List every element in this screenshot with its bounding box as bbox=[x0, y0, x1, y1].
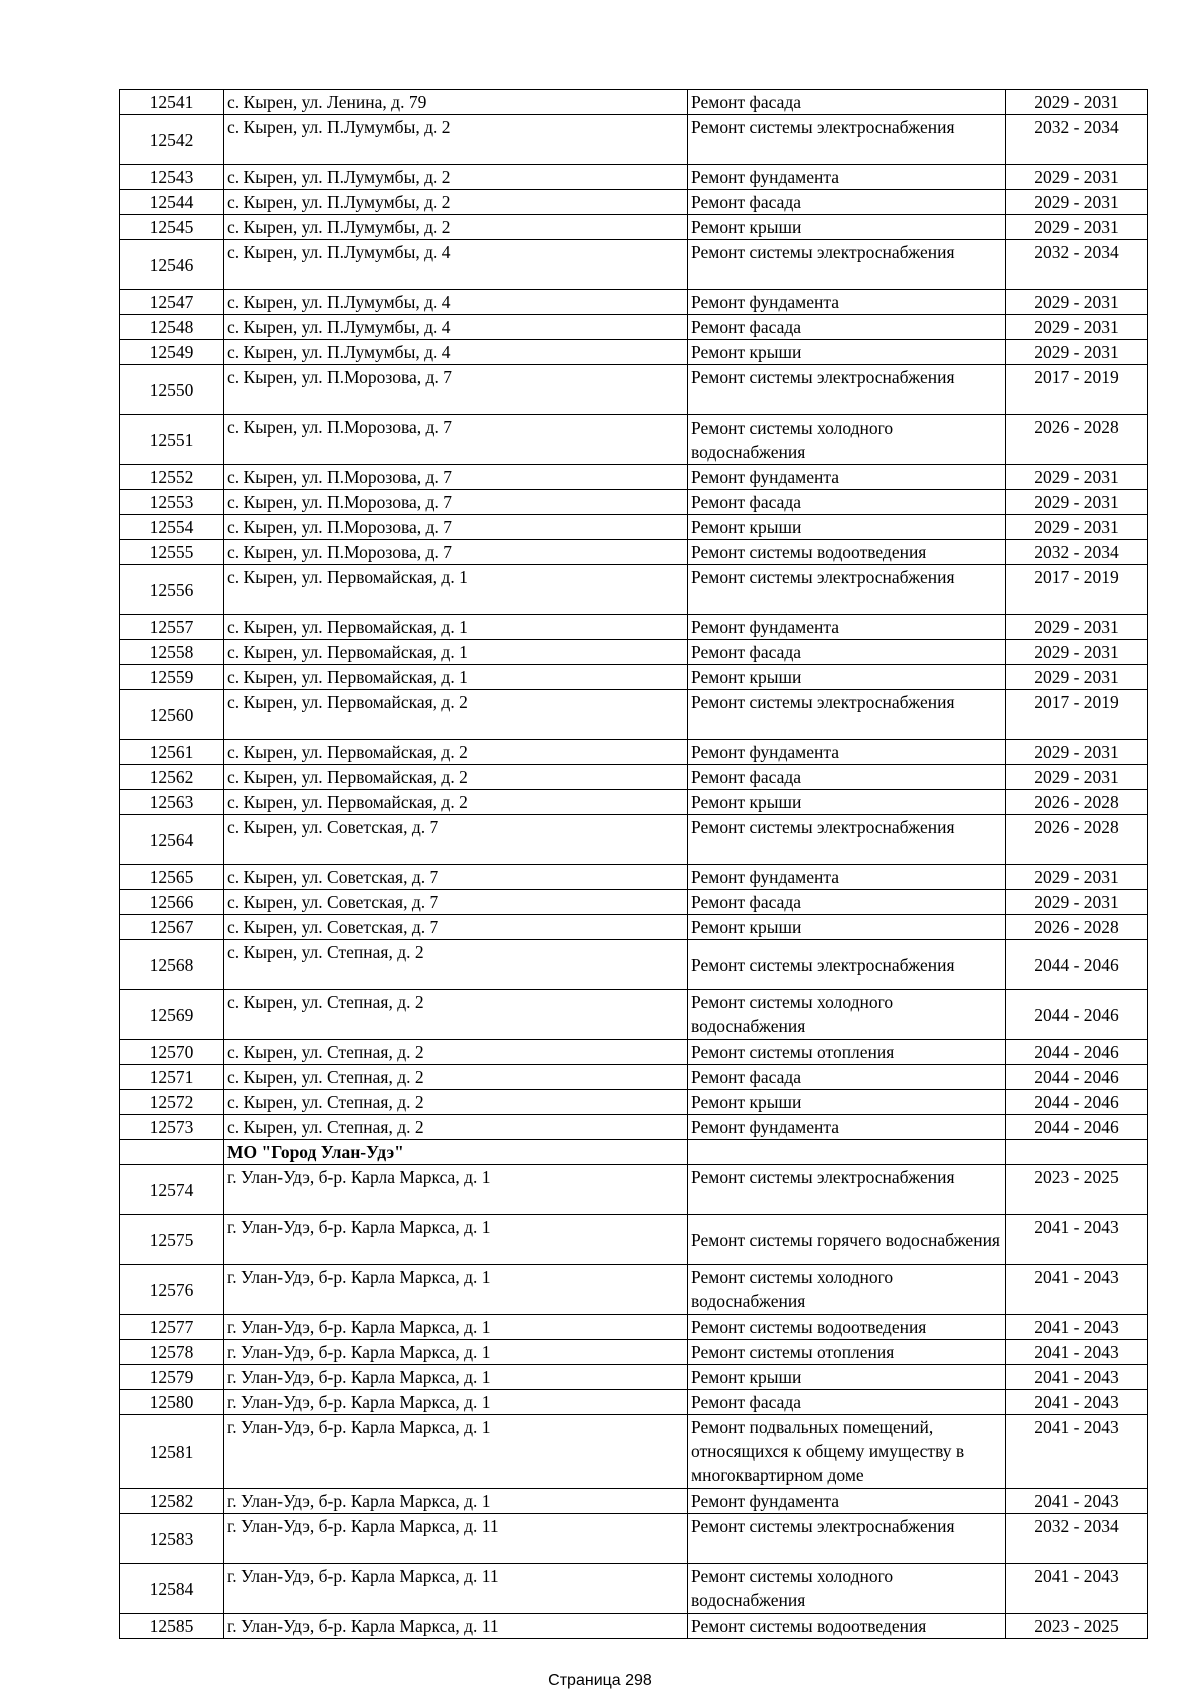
row-number: 12568 bbox=[120, 940, 224, 990]
section-header-row bbox=[120, 1140, 1148, 1165]
table-row bbox=[120, 515, 1148, 540]
row-address: с. Кырен, ул. Советская, д. 7 bbox=[224, 865, 688, 890]
row-work-type: Ремонт крыши bbox=[688, 515, 1006, 540]
row-address: с. Кырен, ул. П.Лумумбы, д. 2 bbox=[224, 165, 688, 190]
row-number: 12572 bbox=[120, 1090, 224, 1115]
table-row bbox=[120, 740, 1148, 765]
row-address: с. Кырен, ул. П.Морозова, д. 7 bbox=[224, 515, 688, 540]
row-address: с. Кырен, ул. Степная, д. 2 bbox=[224, 1065, 688, 1090]
row-address: с. Кырен, ул. Советская, д. 7 bbox=[224, 890, 688, 915]
table-row bbox=[120, 490, 1148, 515]
row-number: 12551 bbox=[120, 415, 224, 465]
table-row bbox=[120, 1115, 1148, 1140]
row-number: 12583 bbox=[120, 1514, 224, 1564]
row-address: г. Улан-Удэ, б-р. Карла Маркса, д. 11 bbox=[224, 1564, 688, 1614]
row-number: 12576 bbox=[120, 1265, 224, 1315]
row-address: с. Кырен, ул. П.Лумумбы, д. 4 bbox=[224, 240, 688, 290]
row-work-type: Ремонт системы отопления bbox=[688, 1340, 1006, 1365]
row-address: с. Кырен, ул. Первомайская, д. 1 bbox=[224, 665, 688, 690]
row-address: с. Кырен, ул. Первомайская, д. 2 bbox=[224, 690, 688, 740]
row-work-type: Ремонт фасада bbox=[688, 90, 1006, 115]
row-period: 2041 - 2043 bbox=[1006, 1265, 1148, 1315]
table-row bbox=[120, 115, 1148, 165]
table-row bbox=[120, 1489, 1148, 1514]
row-work-type: Ремонт системы водоотведения bbox=[688, 1614, 1006, 1639]
row-address: г. Улан-Удэ, б-р. Карла Маркса, д. 11 bbox=[224, 1514, 688, 1564]
row-work-type: Ремонт системы электроснабжения bbox=[688, 1165, 1006, 1215]
row-address: с. Кырен, ул. Степная, д. 2 bbox=[224, 1115, 688, 1140]
row-period: 2029 - 2031 bbox=[1006, 315, 1148, 340]
row-period: 2044 - 2046 bbox=[1006, 1040, 1148, 1065]
row-period: 2041 - 2043 bbox=[1006, 1315, 1148, 1340]
row-number: 12548 bbox=[120, 315, 224, 340]
row-address: с. Кырен, ул. П.Лумумбы, д. 4 bbox=[224, 290, 688, 315]
row-period: 2041 - 2043 bbox=[1006, 1489, 1148, 1514]
table-row bbox=[120, 415, 1148, 465]
row-period: 2029 - 2031 bbox=[1006, 640, 1148, 665]
table-row bbox=[120, 315, 1148, 340]
row-period: 2029 - 2031 bbox=[1006, 890, 1148, 915]
table-row bbox=[120, 765, 1148, 790]
row-number: 12555 bbox=[120, 540, 224, 565]
row-address: с. Кырен, ул. Первомайская, д. 1 bbox=[224, 640, 688, 665]
table-row bbox=[120, 1614, 1148, 1639]
row-number: 12559 bbox=[120, 665, 224, 690]
row-work-type: Ремонт крыши bbox=[688, 790, 1006, 815]
table-row bbox=[120, 815, 1148, 865]
row-address: с. Кырен, ул. Первомайская, д. 2 bbox=[224, 790, 688, 815]
row-work-type: Ремонт фундамента bbox=[688, 865, 1006, 890]
row-number: 12545 bbox=[120, 215, 224, 240]
row-work-type: Ремонт крыши bbox=[688, 340, 1006, 365]
row-number: 12546 bbox=[120, 240, 224, 290]
row-address: с. Кырен, ул. Первомайская, д. 2 bbox=[224, 740, 688, 765]
row-work-type: Ремонт системы холодного водоснабжения bbox=[688, 1564, 1006, 1614]
row-period: 2023 - 2025 bbox=[1006, 1165, 1148, 1215]
row-number: 12578 bbox=[120, 1340, 224, 1365]
row-number: 12553 bbox=[120, 490, 224, 515]
row-number: 12558 bbox=[120, 640, 224, 665]
table-row bbox=[120, 1390, 1148, 1415]
row-work-type: Ремонт системы электроснабжения bbox=[688, 815, 1006, 865]
row-address: г. Улан-Удэ, б-р. Карла Маркса, д. 1 bbox=[224, 1165, 688, 1215]
row-number: 12560 bbox=[120, 690, 224, 740]
row-number: 12552 bbox=[120, 465, 224, 490]
row-period: 2029 - 2031 bbox=[1006, 215, 1148, 240]
row-work-type: Ремонт системы электроснабжения bbox=[688, 115, 1006, 165]
table-row bbox=[120, 1415, 1148, 1489]
row-number: 12556 bbox=[120, 565, 224, 615]
row-period: 2044 - 2046 bbox=[1006, 1090, 1148, 1115]
row-period: 2017 - 2019 bbox=[1006, 365, 1148, 415]
row-work-type: Ремонт фасада bbox=[688, 765, 1006, 790]
row-number: 12547 bbox=[120, 290, 224, 315]
table-row bbox=[120, 1564, 1148, 1614]
row-address: г. Улан-Удэ, б-р. Карла Маркса, д. 1 bbox=[224, 1315, 688, 1340]
row-address: с. Кырен, ул. Первомайская, д. 1 bbox=[224, 615, 688, 640]
row-period: 2029 - 2031 bbox=[1006, 290, 1148, 315]
row-work-type: Ремонт фундамента bbox=[688, 465, 1006, 490]
table-row bbox=[120, 1365, 1148, 1390]
row-address: г. Улан-Удэ, б-р. Карла Маркса, д. 1 bbox=[224, 1340, 688, 1365]
row-address: с. Кырен, ул. Степная, д. 2 bbox=[224, 1040, 688, 1065]
row-work-type: Ремонт системы горячего водоснабжения bbox=[688, 1215, 1006, 1265]
row-address: г. Улан-Удэ, б-р. Карла Маркса, д. 11 bbox=[224, 1614, 688, 1639]
row-number: 12575 bbox=[120, 1215, 224, 1265]
table-row bbox=[120, 540, 1148, 565]
row-work-type: Ремонт фундамента bbox=[688, 740, 1006, 765]
row-number: 12549 bbox=[120, 340, 224, 365]
table-row bbox=[120, 290, 1148, 315]
row-number: 12574 bbox=[120, 1165, 224, 1215]
row-number: 12571 bbox=[120, 1065, 224, 1090]
row-period: 2026 - 2028 bbox=[1006, 915, 1148, 940]
row-address: МО "Город Улан-Удэ" bbox=[224, 1140, 688, 1165]
row-period: 2029 - 2031 bbox=[1006, 765, 1148, 790]
table-row bbox=[120, 615, 1148, 640]
row-period: 2017 - 2019 bbox=[1006, 690, 1148, 740]
row-work-type: Ремонт крыши bbox=[688, 1090, 1006, 1115]
row-period: 2044 - 2046 bbox=[1006, 1115, 1148, 1140]
table-row bbox=[120, 365, 1148, 415]
row-number: 12566 bbox=[120, 890, 224, 915]
row-address: с. Кырен, ул. Ленина, д. 79 bbox=[224, 90, 688, 115]
row-work-type: Ремонт фундамента bbox=[688, 290, 1006, 315]
row-work-type: Ремонт крыши bbox=[688, 215, 1006, 240]
row-work-type: Ремонт фасада bbox=[688, 1065, 1006, 1090]
table-row bbox=[120, 690, 1148, 740]
table-row bbox=[120, 190, 1148, 215]
table-row bbox=[120, 1514, 1148, 1564]
row-period: 2029 - 2031 bbox=[1006, 90, 1148, 115]
row-address: с. Кырен, ул. П.Морозова, д. 7 bbox=[224, 540, 688, 565]
table-row bbox=[120, 990, 1148, 1040]
row-number: 12582 bbox=[120, 1489, 224, 1514]
table-row bbox=[120, 890, 1148, 915]
row-period: 2041 - 2043 bbox=[1006, 1390, 1148, 1415]
row-work-type: Ремонт системы водоотведения bbox=[688, 1315, 1006, 1340]
row-period: 2041 - 2043 bbox=[1006, 1415, 1148, 1489]
table-row bbox=[120, 165, 1148, 190]
row-work-type: Ремонт системы электроснабжения bbox=[688, 1514, 1006, 1564]
row-period: 2029 - 2031 bbox=[1006, 615, 1148, 640]
row-address: с. Кырен, ул. П.Морозова, д. 7 bbox=[224, 415, 688, 465]
row-number: 12581 bbox=[120, 1415, 224, 1489]
row-address: г. Улан-Удэ, б-р. Карла Маркса, д. 1 bbox=[224, 1415, 688, 1489]
row-number: 12584 bbox=[120, 1564, 224, 1614]
row-number: 12579 bbox=[120, 1365, 224, 1390]
row-period: 2029 - 2031 bbox=[1006, 465, 1148, 490]
table-body bbox=[120, 90, 1148, 1639]
row-number: 12565 bbox=[120, 865, 224, 890]
row-address: с. Кырен, ул. П.Морозова, д. 7 bbox=[224, 490, 688, 515]
row-number: 12569 bbox=[120, 990, 224, 1040]
table-row bbox=[120, 1065, 1148, 1090]
row-address: г. Улан-Удэ, б-р. Карла Маркса, д. 1 bbox=[224, 1215, 688, 1265]
table-row bbox=[120, 865, 1148, 890]
table-row bbox=[120, 790, 1148, 815]
row-period: 2029 - 2031 bbox=[1006, 515, 1148, 540]
row-address: с. Кырен, ул. Первомайская, д. 2 bbox=[224, 765, 688, 790]
table-row bbox=[120, 240, 1148, 290]
row-address: с. Кырен, ул. П.Морозова, д. 7 bbox=[224, 365, 688, 415]
page-number: Страница 298 bbox=[548, 1672, 652, 1689]
row-work-type: Ремонт системы холодного водоснабжения bbox=[688, 415, 1006, 465]
row-work-type: Ремонт фундамента bbox=[688, 1115, 1006, 1140]
table-row bbox=[120, 940, 1148, 990]
row-period: 2032 - 2034 bbox=[1006, 240, 1148, 290]
row-work-type: Ремонт крыши bbox=[688, 915, 1006, 940]
row-period: 2044 - 2046 bbox=[1006, 940, 1148, 990]
table-row bbox=[120, 90, 1148, 115]
row-work-type: Ремонт системы водоотведения bbox=[688, 540, 1006, 565]
row-work-type: Ремонт системы электроснабжения bbox=[688, 365, 1006, 415]
table-row bbox=[120, 915, 1148, 940]
row-address: г. Улан-Удэ, б-р. Карла Маркса, д. 1 bbox=[224, 1489, 688, 1514]
table-row bbox=[120, 665, 1148, 690]
row-work-type: Ремонт фундамента bbox=[688, 615, 1006, 640]
row-period bbox=[1006, 1140, 1148, 1165]
table-row bbox=[120, 215, 1148, 240]
row-address: с. Кырен, ул. П.Лумумбы, д. 2 bbox=[224, 190, 688, 215]
row-work-type: Ремонт крыши bbox=[688, 1365, 1006, 1390]
row-address: с. Кырен, ул. Первомайская, д. 1 bbox=[224, 565, 688, 615]
table-row bbox=[120, 1090, 1148, 1115]
row-period: 2032 - 2034 bbox=[1006, 115, 1148, 165]
table-row bbox=[120, 1165, 1148, 1215]
row-work-type: Ремонт системы электроснабжения bbox=[688, 240, 1006, 290]
row-number: 12554 bbox=[120, 515, 224, 540]
row-period: 2026 - 2028 bbox=[1006, 815, 1148, 865]
row-work-type: Ремонт фасада bbox=[688, 640, 1006, 665]
row-number: 12577 bbox=[120, 1315, 224, 1340]
row-work-type: Ремонт системы электроснабжения bbox=[688, 690, 1006, 740]
row-period: 2029 - 2031 bbox=[1006, 665, 1148, 690]
row-period: 2029 - 2031 bbox=[1006, 865, 1148, 890]
row-work-type: Ремонт системы холодного водоснабжения bbox=[688, 990, 1006, 1040]
row-period: 2029 - 2031 bbox=[1006, 340, 1148, 365]
row-number: 12544 bbox=[120, 190, 224, 215]
row-period: 2029 - 2031 bbox=[1006, 740, 1148, 765]
table-row bbox=[120, 640, 1148, 665]
table-row bbox=[120, 1215, 1148, 1265]
row-number: 12573 bbox=[120, 1115, 224, 1140]
row-number: 12541 bbox=[120, 90, 224, 115]
row-address: г. Улан-Удэ, б-р. Карла Маркса, д. 1 bbox=[224, 1265, 688, 1315]
row-period: 2032 - 2034 bbox=[1006, 1514, 1148, 1564]
row-work-type: Ремонт крыши bbox=[688, 665, 1006, 690]
row-period: 2026 - 2028 bbox=[1006, 790, 1148, 815]
row-work-type: Ремонт системы отопления bbox=[688, 1040, 1006, 1065]
row-address: с. Кырен, ул. Советская, д. 7 bbox=[224, 915, 688, 940]
table-row bbox=[120, 1340, 1148, 1365]
row-address: с. Кырен, ул. П.Лумумбы, д. 4 bbox=[224, 340, 688, 365]
row-period: 2017 - 2019 bbox=[1006, 565, 1148, 615]
row-work-type: Ремонт системы электроснабжения bbox=[688, 565, 1006, 615]
row-work-type bbox=[688, 1140, 1006, 1165]
row-period: 2044 - 2046 bbox=[1006, 990, 1148, 1040]
row-address: с. Кырен, ул. Степная, д. 2 bbox=[224, 940, 688, 990]
table-row bbox=[120, 565, 1148, 615]
row-address: с. Кырен, ул. П.Лумумбы, д. 2 bbox=[224, 215, 688, 240]
row-period: 2041 - 2043 bbox=[1006, 1564, 1148, 1614]
row-work-type: Ремонт фундамента bbox=[688, 1489, 1006, 1514]
row-period: 2029 - 2031 bbox=[1006, 165, 1148, 190]
row-number: 12585 bbox=[120, 1614, 224, 1639]
row-number: 12563 bbox=[120, 790, 224, 815]
row-number: 12567 bbox=[120, 915, 224, 940]
row-work-type: Ремонт фундамента bbox=[688, 165, 1006, 190]
row-period: 2026 - 2028 bbox=[1006, 415, 1148, 465]
row-number: 12570 bbox=[120, 1040, 224, 1065]
row-address: с. Кырен, ул. Степная, д. 2 bbox=[224, 1090, 688, 1115]
row-work-type: Ремонт системы холодного водоснабжения bbox=[688, 1265, 1006, 1315]
row-address: с. Кырен, ул. П.Лумумбы, д. 2 bbox=[224, 115, 688, 165]
row-period: 2041 - 2043 bbox=[1006, 1365, 1148, 1390]
row-number: 12564 bbox=[120, 815, 224, 865]
table-row bbox=[120, 1315, 1148, 1340]
row-work-type: Ремонт фасада bbox=[688, 890, 1006, 915]
row-work-type: Ремонт подвальных помещений, относящихся к общему имуществу в многоквартирном доме bbox=[688, 1415, 1006, 1489]
row-address: с. Кырен, ул. П.Лумумбы, д. 4 bbox=[224, 315, 688, 340]
row-period: 2032 - 2034 bbox=[1006, 540, 1148, 565]
row-address: с. Кырен, ул. Степная, д. 2 bbox=[224, 990, 688, 1040]
row-period: 2041 - 2043 bbox=[1006, 1215, 1148, 1265]
row-period: 2029 - 2031 bbox=[1006, 190, 1148, 215]
row-work-type: Ремонт фасада bbox=[688, 315, 1006, 340]
table-row bbox=[120, 465, 1148, 490]
table-row bbox=[120, 340, 1148, 365]
row-address: с. Кырен, ул. П.Морозова, д. 7 bbox=[224, 465, 688, 490]
table-row bbox=[120, 1265, 1148, 1315]
row-work-type: Ремонт системы электроснабжения bbox=[688, 940, 1006, 990]
row-period: 2029 - 2031 bbox=[1006, 490, 1148, 515]
row-work-type: Ремонт фасада bbox=[688, 190, 1006, 215]
row-number: 12580 bbox=[120, 1390, 224, 1415]
row-period: 2041 - 2043 bbox=[1006, 1340, 1148, 1365]
row-number bbox=[120, 1140, 224, 1165]
row-address: г. Улан-Удэ, б-р. Карла Маркса, д. 1 bbox=[224, 1390, 688, 1415]
row-number: 12542 bbox=[120, 115, 224, 165]
row-number: 12557 bbox=[120, 615, 224, 640]
row-work-type: Ремонт фасада bbox=[688, 1390, 1006, 1415]
row-number: 12562 bbox=[120, 765, 224, 790]
row-work-type: Ремонт фасада bbox=[688, 490, 1006, 515]
row-address: г. Улан-Удэ, б-р. Карла Маркса, д. 1 bbox=[224, 1365, 688, 1390]
row-number: 12561 bbox=[120, 740, 224, 765]
row-address: с. Кырен, ул. Советская, д. 7 bbox=[224, 815, 688, 865]
table-row bbox=[120, 1040, 1148, 1065]
row-period: 2023 - 2025 bbox=[1006, 1614, 1148, 1639]
row-number: 12543 bbox=[120, 165, 224, 190]
row-period: 2044 - 2046 bbox=[1006, 1065, 1148, 1090]
row-number: 12550 bbox=[120, 365, 224, 415]
repair-schedule-table bbox=[119, 89, 1148, 1639]
